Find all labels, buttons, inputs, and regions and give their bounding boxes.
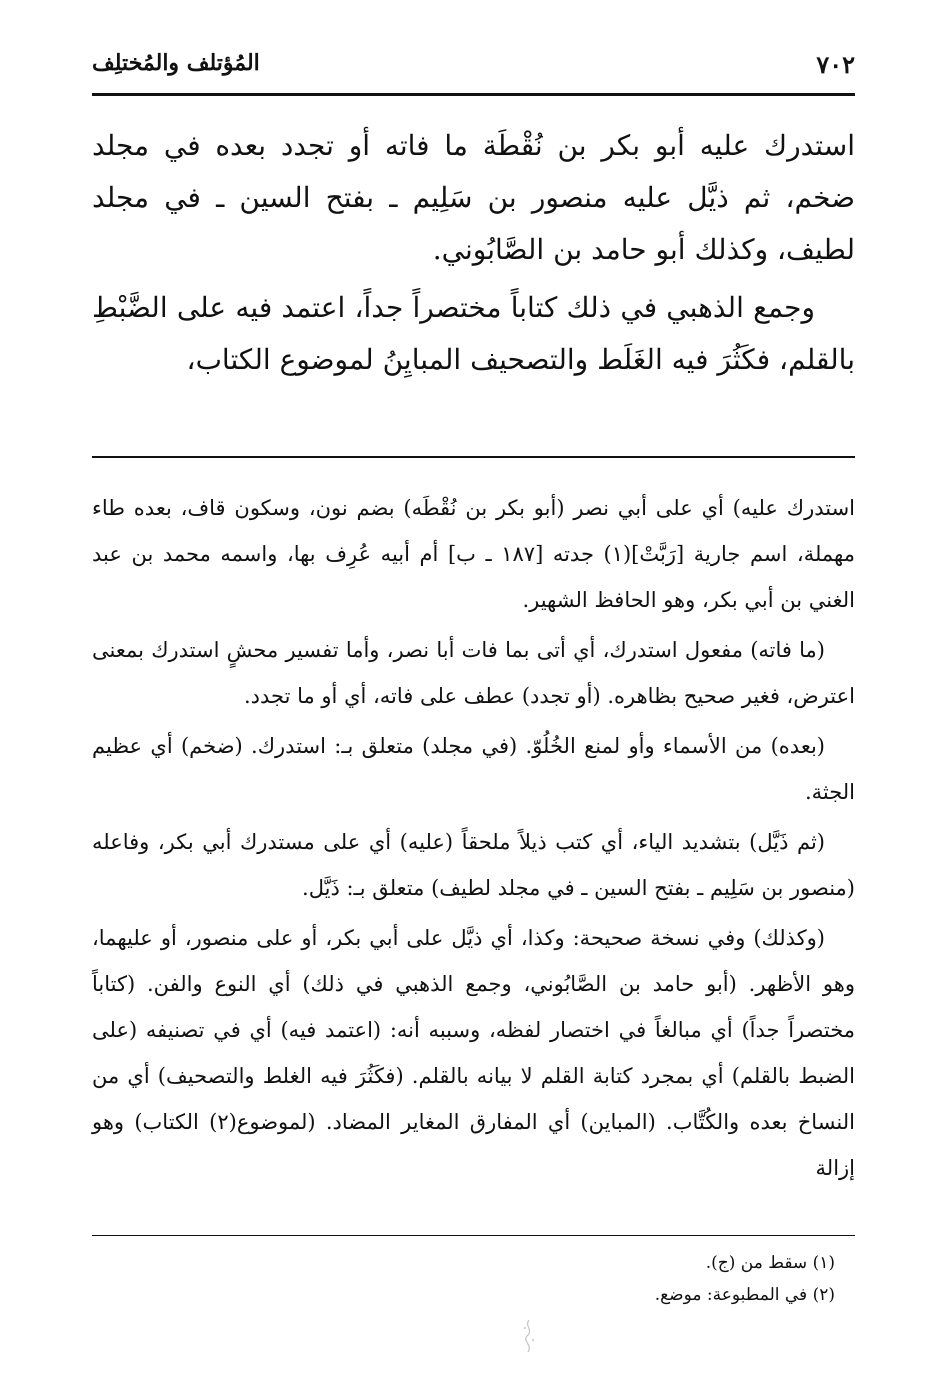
commentary-paragraph-4: (ثم ذَيَّل) بتشديد الياء، أي كتب ذيلاً ملحقاً (عليه) أي على مستدرك أبي بكر، وفاعله (منصور بن سَلِيم ـ بفتح السين ـ في مجلد لطيف) متعلق بـ: ذَيَّل.: [92, 830, 855, 900]
footnote-2: (٢) في المطبوعة: موضع.: [654, 1285, 835, 1305]
text-separator-rule: [92, 456, 855, 458]
page-number: ٧٠٢: [816, 50, 855, 79]
main-text: [92, 120, 855, 392]
page-header: [92, 48, 855, 88]
main-paragraph-2: وجمع الذهبي في ذلك كتاباً مختصراً جداً، اعتمد فيه على الضَّبْطِ بالقلم، فكَثُرَ فيه الغَلَط والتصحيف المبايِنُ لموضوع الكتاب،: [92, 291, 855, 376]
footnote-1: (١) سقط من (ج).: [705, 1253, 835, 1273]
commentary: [92, 485, 855, 1195]
commentary-paragraph-3: (بعده) من الأسماء وأو لمنع الخُلُوّ. (في مجلد) متعلق بـ: استدرك. (ضخم) أي عظيم الجثة.: [92, 734, 855, 804]
main-paragraph-1: استدرك عليه أبو بكر بن نُقْطَة ما فاته أو تجدد بعده في مجلد ضخم، ثم ذيَّل عليه منصور بن سَلِيم ـ بفتح السين ـ في مجلد لطيف، وكذلك أبو حامد بن الصَّابُوني.: [92, 129, 855, 266]
running-title: المُؤتلف والمُختلِف: [92, 50, 260, 76]
footnote-rule: [92, 1235, 855, 1236]
header-rule: [92, 93, 855, 96]
commentary-paragraph-5: (وكذلك) وفي نسخة صحيحة: وكذا، أي ذيَّل على أبي بكر، أو على منصور، أو عليهما، وهو الأظهر. (أبو حامد بن الصَّابُوني، وجمع الذهبي في ذلك) أي النوع والفن. (كتاباً مختصراً جداً) أي مبالغاً في اختصار لفظه، وسببه أنه: (اعتمد فيه) أي في تصنيفه (على الضبط بالقلم) أي بمجرد كتابة القلم لا بيانه بالقلم. (فكَثُرَ فيه الغلط والتصحيف) أي من النساخ بعده والكُتَّاب. (المباين) أي المفارق المغاير المضاد. (لموضوع(٢) الكتاب) وهو إزالة: [92, 926, 855, 1180]
scan-speck-mark: [518, 1318, 540, 1354]
commentary-paragraph-2: (ما فاته) مفعول استدرك، أي أتى بما فات أبا نصر، وأما تفسير محشٍ استدرك بمعنى اعترض، فغير صحيح بظاهره. (أو تجدد) عطف على فاته، أي أو ما تجدد.: [92, 638, 855, 708]
commentary-paragraph-1: استدرك عليه) أي على أبي نصر (أبو بكر بن نُقْطَه) بضم نون، وسكون قاف، بعده طاء مهملة، اسم جارية [رَبَّتْ](١) جدته [١٨٧ ـ ب] أم أبيه عُرِف بها، واسمه محمد بن عبد الغني بن أبي بكر، وهو الحافظ الشهير.: [92, 496, 855, 612]
footnotes: [400, 1247, 835, 1311]
